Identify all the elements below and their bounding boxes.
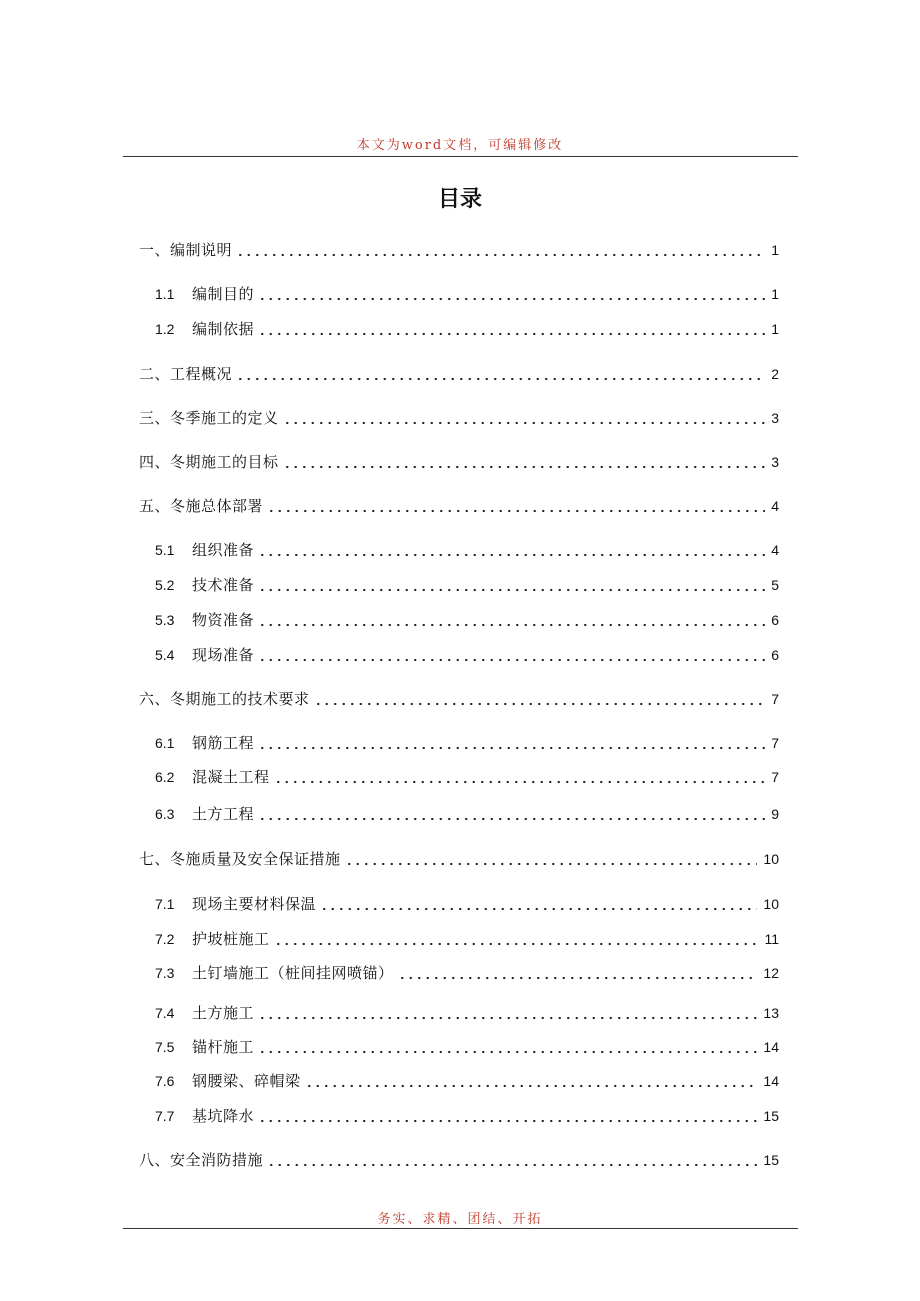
toc-entry[interactable] (139, 849, 779, 869)
toc-entry-page-number: 6 (771, 647, 779, 663)
toc-dot-leader (314, 689, 766, 709)
toc-entry-page-number: 15 (763, 1152, 779, 1168)
toc-dot-leader (258, 1037, 757, 1057)
toc-entry[interactable] (139, 452, 779, 472)
toc-entry-title: 钢筋工程 (192, 734, 255, 752)
toc-entry-title: 组织准备 (192, 541, 255, 559)
toc-entry-title: 技术准备 (192, 576, 255, 594)
toc-entry[interactable] (155, 645, 779, 665)
toc-entry[interactable] (139, 240, 779, 260)
toc-entry[interactable] (155, 1003, 779, 1023)
toc-entry-title: 现场准备 (192, 646, 255, 664)
toc-entry-title: 混凝土工程 (192, 768, 270, 786)
toc-entry[interactable] (139, 496, 779, 516)
toc-entry[interactable] (155, 1037, 779, 1057)
toc-entry[interactable] (155, 540, 779, 560)
toc-entry[interactable] (155, 319, 779, 339)
toc-entry[interactable] (139, 408, 779, 428)
toc-entry-number: 6.3 (155, 806, 175, 822)
toc-entry-title: 编制依据 (192, 320, 255, 338)
toc-dot-leader (258, 1003, 757, 1023)
toc-entry[interactable] (139, 1150, 779, 1170)
toc-entry-page-number: 4 (771, 542, 779, 558)
toc-dot-leader (345, 849, 758, 869)
toc-entry-page-number: 7 (771, 691, 779, 707)
toc-entry-page-number: 7 (771, 769, 779, 785)
toc-entry-title: 三、冬季施工的定义 (139, 409, 279, 427)
toc-entry[interactable] (155, 894, 779, 914)
toc-entry-page-number: 2 (771, 366, 779, 382)
toc-dot-leader (267, 496, 765, 516)
document-header-note: 本文为word文档，可编辑修改 (356, 138, 564, 153)
toc-entry-number: 1.1 (155, 286, 175, 302)
toc-entry-number: 1.2 (155, 321, 175, 337)
toc-dot-leader (258, 733, 765, 753)
toc-dot-leader (258, 610, 765, 630)
toc-entry-page-number: 12 (763, 965, 779, 981)
toc-entry-number: 7.3 (155, 965, 175, 981)
toc-entry-number: 5.4 (155, 647, 175, 663)
footer-rule (123, 1228, 798, 1229)
toc-entry-number: 5.3 (155, 612, 175, 628)
toc-entry-title: 基坑降水 (192, 1107, 255, 1125)
toc-dot-leader (258, 575, 765, 595)
toc-title: 目录 (437, 187, 482, 212)
toc-entry[interactable] (155, 575, 779, 595)
toc-entry[interactable] (155, 804, 779, 824)
toc-entry-page-number: 14 (763, 1073, 779, 1089)
toc-dot-leader (283, 452, 766, 472)
toc-entry[interactable] (155, 284, 779, 304)
toc-dot-leader (305, 1071, 758, 1091)
toc-entry-page-number: 13 (763, 1005, 779, 1021)
toc-entry-title: 七、冬施质量及安全保证措施 (139, 850, 341, 868)
toc-entry[interactable] (155, 963, 779, 983)
toc-entry-number: 6.2 (155, 769, 175, 785)
toc-entry-number: 7.4 (155, 1005, 175, 1021)
toc-entry-page-number: 1 (771, 321, 779, 337)
toc-entry-page-number: 10 (763, 851, 779, 867)
toc-dot-leader (258, 804, 765, 824)
toc-entry-page-number: 14 (763, 1039, 779, 1055)
toc-dot-leader (258, 319, 765, 339)
toc-entry-number: 7.6 (155, 1073, 175, 1089)
toc-entry-title: 五、冬施总体部署 (139, 497, 264, 515)
toc-dot-leader (258, 645, 765, 665)
toc-entry-number: 7.5 (155, 1039, 175, 1055)
toc-dot-leader (258, 284, 765, 304)
toc-entry-page-number: 1 (771, 286, 779, 302)
toc-entry-title: 锚杆施工 (192, 1038, 255, 1056)
toc-entry-page-number: 9 (771, 806, 779, 822)
toc-entry[interactable] (155, 610, 779, 630)
toc-entry-number: 7.7 (155, 1108, 175, 1124)
toc-entry-number: 7.2 (155, 931, 175, 947)
toc-entry-page-number: 6 (771, 612, 779, 628)
toc-entry-page-number: 3 (771, 410, 779, 426)
toc-entry-page-number: 7 (771, 735, 779, 751)
toc-entry[interactable] (139, 689, 779, 709)
toc-entry-page-number: 1 (771, 242, 779, 258)
toc-entry-title: 一、编制说明 (139, 241, 233, 259)
toc-dot-leader (283, 408, 766, 428)
toc-entry-page-number: 5 (771, 577, 779, 593)
toc-dot-leader (258, 1106, 757, 1126)
toc-entry-title: 物资准备 (192, 611, 255, 629)
toc-entry-page-number: 10 (763, 896, 779, 912)
toc-entry-number: 5.2 (155, 577, 175, 593)
toc-entry-page-number: 3 (771, 454, 779, 470)
toc-entry-number: 5.1 (155, 542, 175, 558)
toc-entry-title: 土钉墙施工（桩间挂网喷锚） (192, 964, 394, 982)
toc-entry-title: 土方工程 (192, 805, 255, 823)
toc-dot-leader (258, 540, 765, 560)
toc-entry-page-number: 4 (771, 498, 779, 514)
toc-dot-leader (398, 963, 758, 983)
toc-entry[interactable] (155, 733, 779, 753)
toc-entry-number: 6.1 (155, 735, 175, 751)
toc-dot-leader (267, 1150, 757, 1170)
toc-dot-leader (274, 929, 759, 949)
toc-entry-page-number: 11 (764, 931, 779, 947)
toc-entry-title: 现场主要材料保温 (192, 895, 317, 913)
toc-entry[interactable] (155, 767, 779, 787)
toc-entry-title: 钢腰梁、碎帽梁 (192, 1072, 301, 1090)
toc-dot-leader (236, 240, 765, 260)
toc-entry[interactable] (155, 1106, 779, 1126)
document-footer-note: 务实、求精、团结、开拓 (377, 1212, 543, 1227)
toc-entry[interactable] (155, 1071, 779, 1091)
toc-entry-title: 八、安全消防措施 (139, 1151, 264, 1169)
toc-dot-leader (320, 894, 757, 914)
toc-entry-title: 二、工程概况 (139, 365, 233, 383)
toc-entry-title: 四、冬期施工的目标 (139, 453, 279, 471)
toc-entry-title: 六、冬期施工的技术要求 (139, 690, 310, 708)
toc-entry-title: 编制目的 (192, 285, 255, 303)
toc-dot-leader (274, 767, 766, 787)
toc-dot-leader (236, 364, 765, 384)
toc-entry-title: 土方施工 (192, 1004, 255, 1022)
toc-entry-number: 7.1 (155, 896, 175, 912)
toc-entry-title: 护坡桩施工 (192, 930, 270, 948)
toc-entry[interactable] (155, 929, 779, 949)
toc-entry[interactable] (139, 364, 779, 384)
toc-entry-page-number: 15 (763, 1108, 779, 1124)
